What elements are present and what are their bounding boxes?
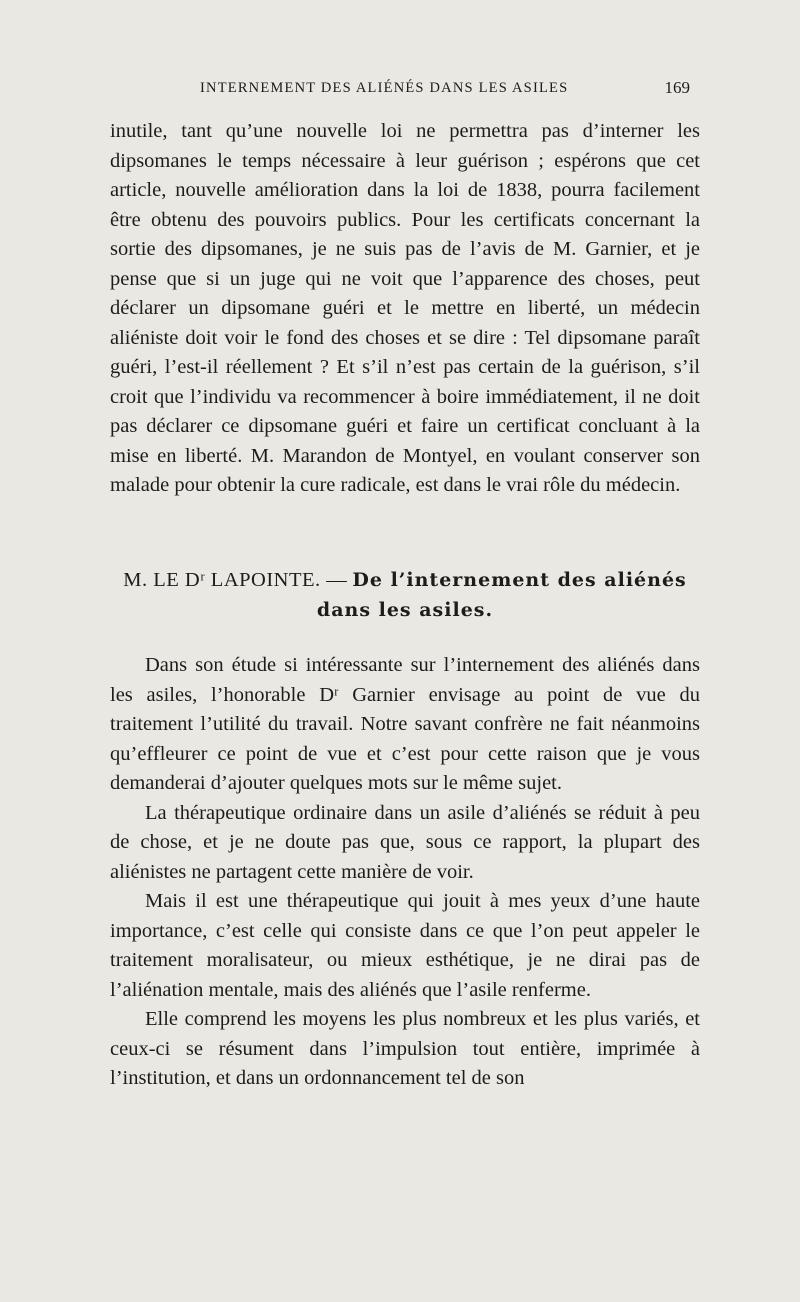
section-heading [110, 565, 700, 625]
paragraph: Elle comprend les moyens les plus nombreux et les plus variés, et ceux-ci se résument dans l’impulsion tout entière, imprimée à l’institution, et dans un ordonnancement tel de son [110, 1008, 700, 1089]
section-speaker: M. LE Dʳ LAPOINTE. — [123, 569, 348, 591]
body-text-bottom [110, 651, 700, 1094]
paragraph: La thérapeutique ordinaire dans un asile d’aliénés se réduit à peu de chose, et je ne doute pas que, sous ce rapport, la plupart des aliénistes ne partagent cette manière de voir. [110, 801, 700, 883]
paragraph: inutile, tant qu’une nouvelle loi ne permettra pas d’interner les dipsomanes le temps nécessaire à leur guérison ; espérons que cet article, nouvelle amélioration dans la loi de 1838, pourra facilement être obtenu des pouvoirs publics. Pour les certificats concernant la sortie des dipsomanes, je ne suis pas de l’avis de M. Garnier, et je pense que si un juge qui ne voit que l’apparence des choses, peut déclarer un dipsomane guéri et le mettre en liberté, un médecin aliéniste doit voir le fond des choses et se dire : Tel dipsomane paraît guéri, l’est-il réellement ? Et s’il n’est pas certain de la guérison, s’il croit que l’individu va recommencer à boire immédiatement, il ne doit pas déclarer ce dipsomane guéri et faire un certificat concluant à la mise en liberté. M. Marandon de Montyel, en voulant conserver son malade pour obtenir la cure radicale, est dans le vrai rôle du médecin. [110, 120, 700, 496]
running-head-title: INTERNEMENT DES ALIÉNÉS DANS LES ASILES [200, 80, 569, 96]
paragraph: Dans son étude si intéressante sur l’internement des aliénés dans les asiles, l’honorable Dʳ Garnier envisage au point de vue du traitement l’utilité du travail. Notre savant confrère ne fait néanmoins qu’effleurer ce point de vue et c’est pour cette raison que je vous demanderai d’ajouter quelques mots sur le même sujet. [110, 654, 700, 794]
paragraph: Mais il est une thérapeutique qui jouit à mes yeux d’une haute importance, c’est celle qui consiste dans ce que l’on peut appeler le traitement moralisateur, ou mieux esthétique, je ne dirai pas de l’aliénation mentale, mais des aliénés que l’asile renferme. [110, 890, 700, 1001]
section-title: De l’internement des aliénés dans les asiles. [316, 569, 687, 621]
page-number: 169 [664, 78, 690, 97]
body-text-top [110, 117, 700, 501]
